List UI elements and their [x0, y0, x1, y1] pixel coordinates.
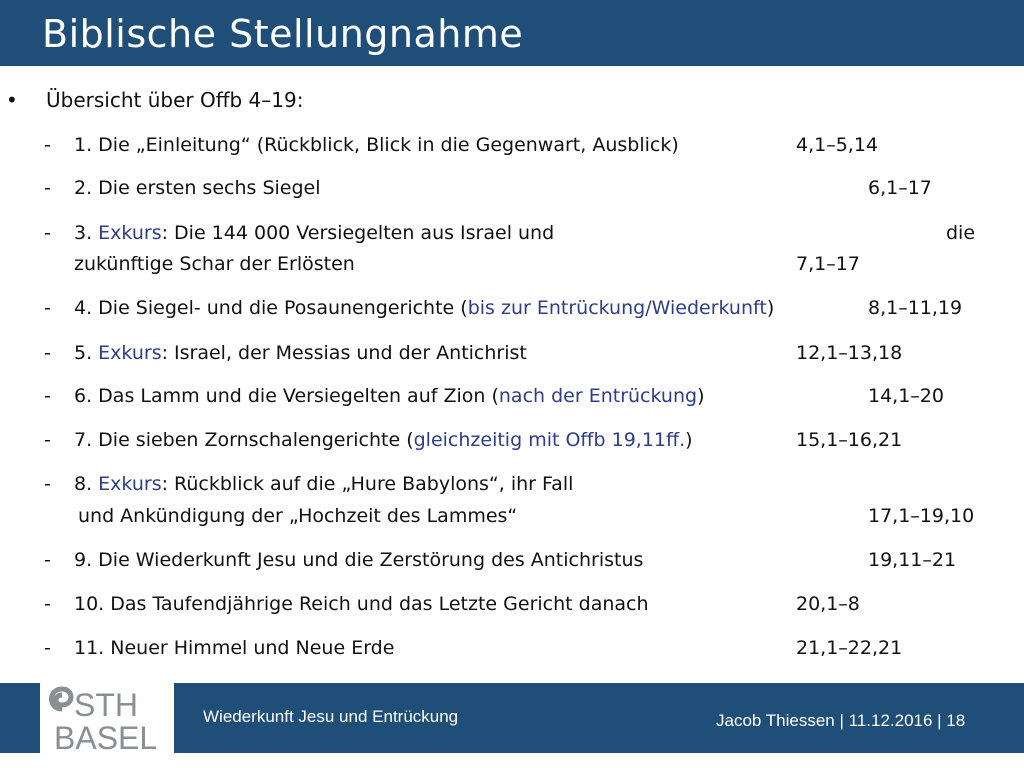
presentation-title: Wiederkunft Jesu und Entrückung	[203, 707, 459, 726]
logo-line2: BASEL	[54, 720, 158, 753]
author-date-page: Jacob Thiessen | 11.12.2016 | 18	[716, 711, 966, 730]
highlight-text: nach der Entrückung	[498, 385, 698, 407]
sth-basel-logo	[40, 683, 174, 753]
verse-reference: 17,1–19,10	[868, 505, 975, 527]
bullet-icon: •	[6, 88, 18, 112]
verse-reference: 7,1–17	[796, 253, 860, 275]
verse-reference: 8,1–11,19	[868, 297, 963, 319]
verse-reference: 19,11–21	[868, 549, 957, 571]
spiral-icon	[40, 683, 174, 753]
verse-reference: 20,1–8	[796, 593, 860, 615]
verse-reference: 4,1–5,14	[796, 134, 879, 156]
slide-title: Biblische Stellungnahme	[42, 12, 524, 56]
exkurs-label: Exkurs	[98, 473, 162, 495]
verse-reference: 6,1–17	[868, 177, 932, 199]
exkurs-label: Exkurs	[98, 222, 162, 244]
verse-reference: 12,1–13,18	[796, 342, 903, 364]
logo-line1: STH	[74, 687, 138, 723]
verse-reference: 14,1–20	[868, 385, 944, 407]
highlight-text: bis zur Entrückung/Wiederkunft	[467, 297, 767, 319]
highlight-text: gleichzeitig mit Offb 19,11ff.	[413, 429, 686, 451]
verse-reference: 15,1–16,21	[796, 429, 903, 451]
exkurs-label: Exkurs	[98, 342, 162, 364]
verse-reference: 21,1–22,21	[796, 637, 903, 659]
title-bar	[0, 0, 1024, 66]
footer-bar	[0, 683, 1024, 753]
